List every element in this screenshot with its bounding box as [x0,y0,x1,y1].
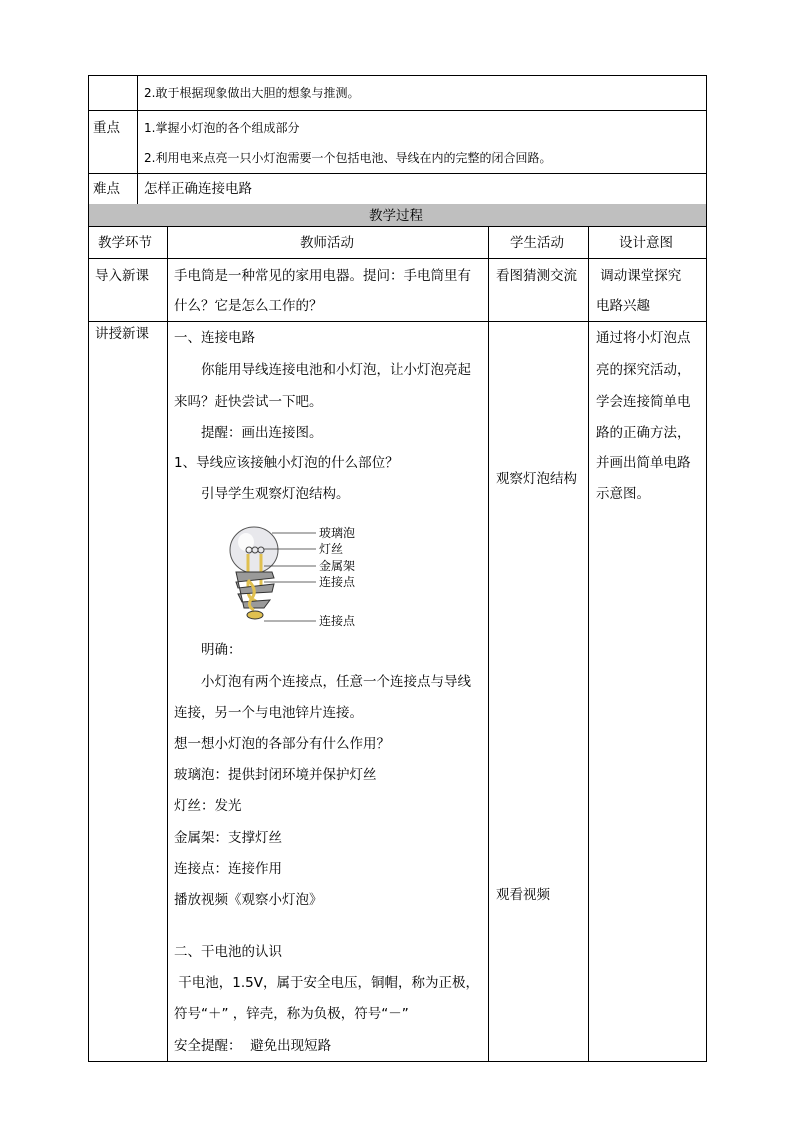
lecture-intent-line: 亮的探究活动， [596,362,691,378]
lecture-teacher-line: 来吗？赶快尝试一下吧。 [174,394,323,410]
bulb-label-contact-2: 连接点 [319,614,356,628]
header-intent: 设计意图 [619,235,673,251]
table-line [706,75,707,205]
table-line [167,226,168,1062]
intro-teacher-line: 什么？它是怎么工作的？ [174,298,323,314]
focus-label: 重点 [93,120,120,136]
lecture-teacher-line: 明确： [201,642,242,658]
table-line [588,226,589,1062]
lecture-teacher-line: 引导学生观察灯泡结构。 [201,486,350,502]
table-line [88,226,707,227]
header-teacher: 教师活动 [300,235,354,251]
table-line [488,226,489,1062]
table-line [88,204,89,1062]
lecture-teacher-line: 连接，另一个与电池锌片连接。 [174,705,363,721]
lecture-teacher-line: 播放视频《观察小灯泡》 [174,892,323,908]
table-line [88,1061,707,1062]
bulb-label-filament: 灯丝 [319,542,344,556]
lecture-teacher-line: 干电池，1.5V，属于安全电压，铜帽，称为正极， [174,975,479,991]
lecture-teacher-line: 金属架：支撑灯丝 [174,830,282,846]
lecture-teacher-line: 1、导线应该接触小灯泡的什么部位？ [174,455,399,471]
bulb-label-contact-1: 连接点 [319,575,356,589]
difficulty-label: 难点 [93,181,120,197]
objective-text: 2.敢于根据现象做出大胆的想象与推测。 [144,86,360,100]
table-line [706,204,707,1062]
bulb-label-frame: 金属架 [319,559,356,573]
intro-student: 看图猜测交流 [496,268,577,284]
difficulty-text: 怎样正确连接电路 [144,181,252,197]
lecture-teacher-line: 玻璃泡：提供封闭环境并保护灯丝 [174,767,377,783]
intro-intent-line: 调动课堂探究 [596,268,682,284]
table-line [88,321,707,322]
lecture-teacher-line: 连接点：连接作用 [174,861,282,877]
bulb-label-glass: 玻璃泡 [319,526,356,540]
table-line [88,75,89,205]
lecture-teacher-line: 小灯泡有两个连接点，任意一个连接点与导线 [201,674,471,690]
table-line [88,75,707,76]
table-line [88,110,707,111]
lecture-intent-line: 示意图。 [596,486,650,502]
intro-stage: 导入新课 [95,268,149,284]
table-line [88,258,707,259]
lecture-teacher-line: 提醒：画出连接图。 [201,425,323,441]
lecture-teacher-line: 灯丝：发光 [174,798,242,814]
lecture-teacher-line: 安全提醒： 避免出现短路 [174,1038,332,1054]
process-title: 教学过程 [369,208,423,224]
lecture-intent-line: 路的正确方法， [596,425,691,441]
table-line [137,75,138,205]
lecture-intent-line: 通过将小灯泡点 [596,330,691,346]
lecture-teacher-line: 二、干电池的认识 [174,944,282,960]
lecture-teacher-line: 一、连接电路 [174,330,255,346]
lecture-teacher-line: 想一想小灯泡的各部分有什么作用？ [174,736,390,752]
header-student: 学生活动 [510,235,564,251]
focus-line-2: 2.利用电来点亮一只小灯泡需要一个包括电池、导线在内的完整的闭合回路。 [144,151,552,165]
focus-line-1: 1.掌握小灯泡的各个组成部分 [144,121,300,135]
table-line [88,173,707,174]
intro-teacher-line: 手电筒是一种常见的家用电器。提问：手电筒里有 [174,268,471,284]
header-stage: 教学环节 [98,235,152,251]
intro-intent-line: 电路兴趣 [596,298,650,314]
lecture-intent-line: 并画出简单电路 [596,455,691,471]
lecture-student-observe: 观察灯泡结构 [496,471,577,487]
lecture-intent-line: 学会连接简单电 [596,394,691,410]
lecture-teacher-line: 符号“＋” ，锌壳，称为负极，符号“－” [174,1006,409,1022]
lecture-teacher-line: 你能用导线连接电池和小灯泡，让小灯泡亮起 [201,362,471,378]
lecture-student-video: 观看视频 [496,887,550,903]
lecture-stage: 讲授新课 [95,326,149,342]
